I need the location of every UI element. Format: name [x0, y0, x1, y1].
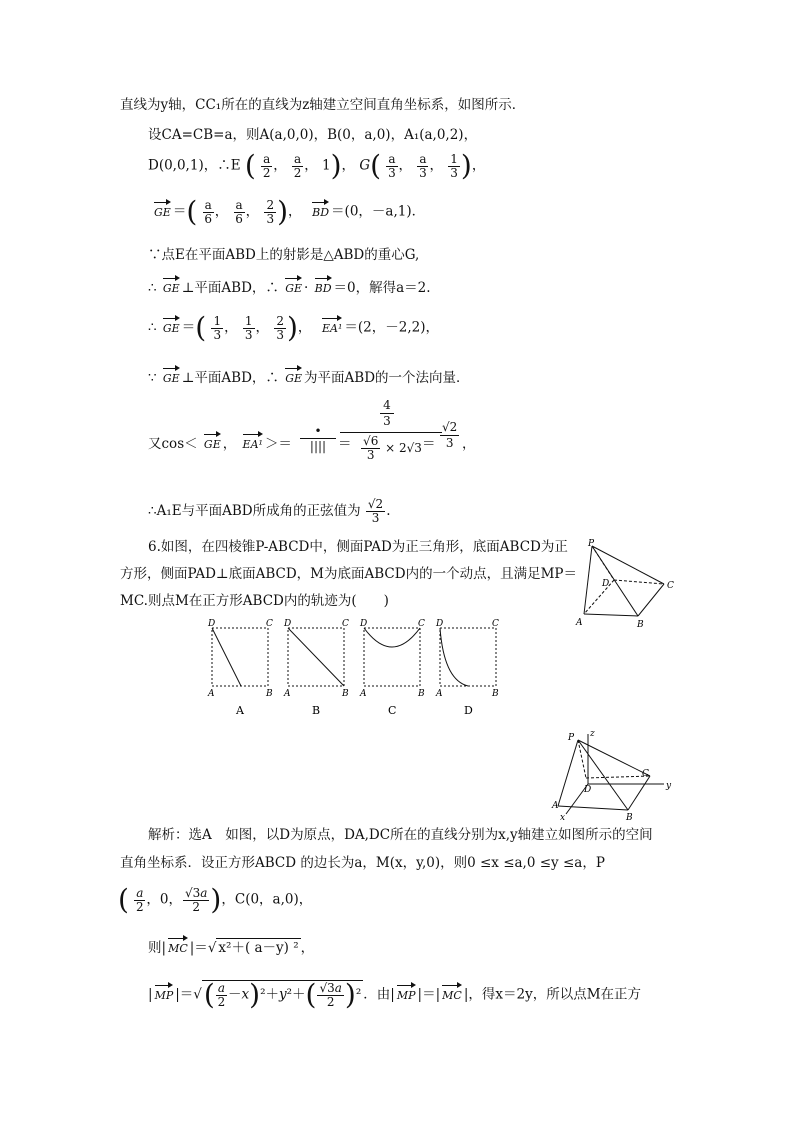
- vector-BD: BD: [315, 276, 332, 298]
- cos-fraction-1: • ||||: [300, 424, 336, 453]
- vector-GE: GE: [285, 366, 302, 388]
- svg-text:A: A: [236, 704, 244, 717]
- svg-text:C: C: [388, 704, 397, 717]
- vector-MC: MC: [442, 983, 462, 1005]
- vector-GE: GE: [163, 276, 180, 298]
- svg-text:D: D: [360, 619, 368, 629]
- svg-text:z: z: [590, 729, 595, 739]
- text-line: 直线为y轴，CC₁所在的直线为z轴建立空间直角坐标系，如图所示．: [120, 97, 526, 113]
- svg-text:C: C: [667, 581, 674, 591]
- vector-GE: GE: [285, 276, 302, 298]
- svg-text:B: B: [626, 813, 633, 823]
- math-line: ∴ GE ＝( $\frac{1}{3}$ ， $\frac{1}{3}$ ， $\frac{2}{3}$ )， EA¹ ＝(2，－2,2)，: [148, 311, 439, 344]
- answer-choices-figure: [204, 618, 499, 718]
- cos-fraction-2: 4 3 $\frac{√6}{3}$ × 2√3: [352, 398, 422, 462]
- equals-sign: ＝: [422, 436, 436, 452]
- vector-GE: GE: [204, 432, 221, 454]
- svg-text:B: B: [637, 620, 644, 630]
- math-line: GE ＝( $\frac{a}{6}$ ， $\frac{a}{6}$ ， $\frac{2}{3}$ )， BD ＝(0，－a,1)．: [154, 195, 426, 228]
- math-line: D(0,0,1)，∴E ( $\frac{a}{2}$ ， $\frac{a}{2}$ ， 1)， G( $\frac{a}{3}$ ， $\frac{a}{3}$ ， $\frac{1}{3}$ )，: [148, 149, 486, 182]
- svg-text:D: D: [284, 619, 292, 629]
- svg-text:C: C: [266, 619, 273, 629]
- vector-EA1: EA¹: [322, 316, 342, 338]
- vector-MC: MC: [168, 936, 188, 958]
- svg-text:B: B: [342, 689, 349, 699]
- svg-text:P: P: [568, 733, 575, 743]
- vector-EA1: EA¹: [243, 432, 263, 454]
- svg-text:D: D: [208, 619, 216, 629]
- solution-line: 则| MC |＝√ x²＋( a－y) ² ，: [148, 936, 314, 958]
- math-line: ∵ GE ⊥平面ABD，∴ GE 为平面ABD的一个法向量．: [148, 366, 470, 388]
- equals-sign: ＝: [338, 436, 352, 452]
- text-fragment: D(0,0,1)，∴E: [148, 157, 241, 174]
- question-6-line: 6.如图，在四棱锥P-ABCD中，侧面PAD为正三角形，底面ABCD为正: [148, 539, 568, 555]
- svg-text:C: C: [418, 619, 425, 629]
- text-line: 设CA=CB=a，则A(a,0,0)，B(0，a,0)，A₁(a,0,2)，: [148, 127, 478, 143]
- vector-GE: GE: [163, 366, 180, 388]
- pyramid-figure: [570, 536, 680, 632]
- vector-MP: MP: [155, 983, 174, 1005]
- text-line: ∵点E在平面ABD上的射影是△ABD的重心G,: [148, 247, 420, 263]
- svg-text:B: B: [266, 689, 273, 699]
- solution-line: 直角坐标系．设正方形ABCD 的边长为a，M(x，y,0)，则0 ≤x ≤a,0 ≤y ≤a，P: [120, 855, 605, 871]
- svg-text:D: D: [602, 579, 610, 589]
- cos-result: √2 3: [442, 420, 458, 450]
- vector-GE: GE: [163, 316, 180, 338]
- svg-text:C: C: [492, 619, 499, 629]
- svg-text:D: D: [584, 785, 592, 795]
- svg-text:C: C: [342, 619, 349, 629]
- solution-line: 解析：选A 如图，以D为原点，DA,DC所在的直线分别为x,y轴建立如图所示的空间: [148, 827, 653, 843]
- vector-BD: BD: [312, 200, 329, 222]
- svg-text:C: C: [642, 769, 649, 779]
- solution-line: | MP |＝√( $\frac{a}{2}$ －x)²＋y²＋( $\frac{√3a}{2}$ )² ．由| MP |＝| MC |，得x＝2y，所以点M在正方: [148, 978, 642, 1011]
- vector-GE: GE: [154, 200, 171, 222]
- svg-text:A: A: [436, 689, 443, 699]
- vector-MP: MP: [397, 983, 416, 1005]
- pyramid-axes-figure: [550, 726, 680, 822]
- svg-text:A: A: [208, 689, 215, 699]
- math-line: ∴A₁E与平面ABD所成角的正弦值为 $\frac{√2}{3}$ .: [148, 497, 391, 525]
- math-line: 又cos＜ GE ， EA¹ ＞＝: [148, 432, 292, 454]
- question-6-line: MC.则点M在正方形ABCD内的轨迹为( ): [120, 593, 389, 609]
- svg-text:D: D: [464, 704, 473, 717]
- svg-text:x: x: [560, 813, 566, 823]
- svg-text:A: A: [576, 618, 583, 628]
- solution-line: ( $\frac{a}{2}$ ，0， $\frac{√3a}{2}$ )，C(0，a,0)，: [118, 883, 313, 916]
- svg-text:A: A: [284, 689, 291, 699]
- svg-text:B: B: [312, 704, 321, 717]
- svg-text:A: A: [552, 801, 559, 811]
- svg-text:D: D: [436, 619, 444, 629]
- svg-text:B: B: [418, 689, 425, 699]
- question-6-line: 方形，侧面PAD⊥底面ABCD，M为底面ABCD内的一个动点，且满足MP＝: [120, 566, 577, 582]
- svg-text:P: P: [588, 539, 595, 549]
- svg-text:B: B: [492, 689, 499, 699]
- svg-text:y: y: [666, 781, 672, 791]
- svg-text:A: A: [360, 689, 367, 699]
- math-line: ∴ GE ⊥平面ABD，∴ GE · BD ＝0，解得a＝2.: [148, 276, 431, 298]
